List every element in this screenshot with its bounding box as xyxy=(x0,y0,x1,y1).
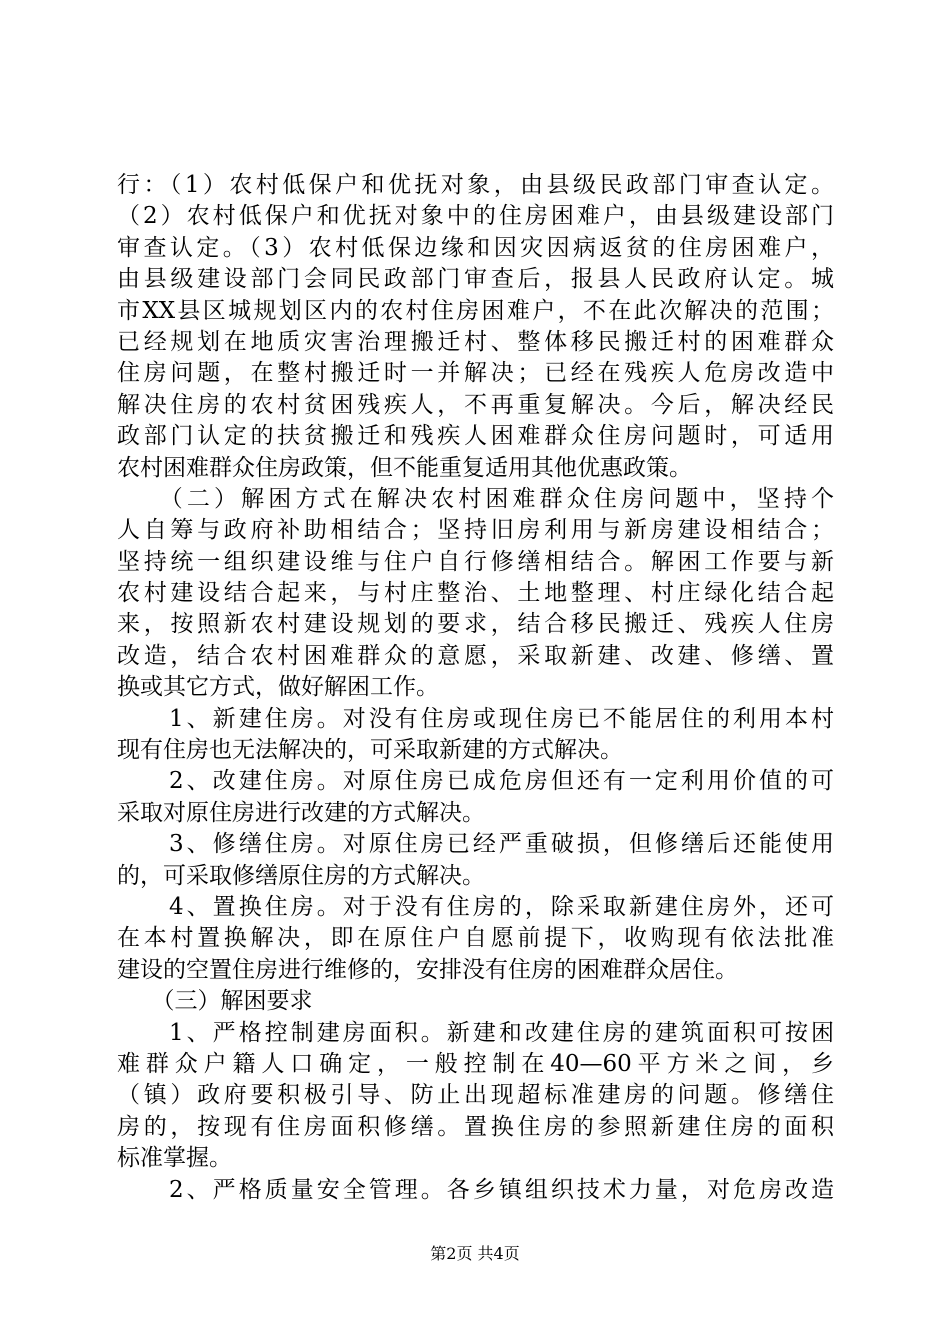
text-line: 4、置换住房。对于没有住房的，除采取新建住房外，还可 xyxy=(117,893,834,920)
text-line: 农村建设结合起来，与村庄整治、土地整理、村庄绿化结合起 xyxy=(117,580,834,607)
text-line: 2、严格质量安全管理。各乡镇组织技术力量，对危房改造 xyxy=(117,1176,834,1203)
text-line: 房的，按现有住房面积修缮。置换住房的参照新建住房的面积 xyxy=(117,1113,834,1140)
text-line: 建设的空置住房进行维修的，安排没有住房的困难群众居住。 xyxy=(117,956,738,983)
text-line: 来，按照新农村建设规划的要求，结合移民搬迁、残疾人住房 xyxy=(117,611,834,638)
text-line: 解决住房的农村贫困残疾人，不再重复解决。今后，解决经民 xyxy=(117,391,834,418)
text-line: 现有住房也无法解决的，可采取新建的方式解决。 xyxy=(117,737,623,764)
text-line: 难群众户籍人口确定，一般控制在40—60平方米之间，乡 xyxy=(117,1050,834,1077)
text-line: 已经规划在地质灾害治理搬迁村、整体移民搬迁村的困难群众 xyxy=(117,328,834,355)
text-line: 在本村置换解决，即在原住户自愿前提下，收购现有依法批准 xyxy=(117,925,834,952)
text-line: （三）解困要求 xyxy=(117,988,313,1015)
text-line: （镇）政府要积极引导、防止出现超标准建房的问题。修缮住 xyxy=(117,1082,834,1109)
text-line: 住房问题，在整村搬迁时一并解决；已经在残疾人危房改造中 xyxy=(117,360,834,387)
text-line: 的，可采取修缮原住房的方式解决。 xyxy=(117,862,485,889)
text-line: 政部门认定的扶贫搬迁和残疾人困难群众住房问题时，可适用 xyxy=(117,423,834,450)
text-line: 改造，结合农村困难群众的意愿，采取新建、改建、修缮、置 xyxy=(117,642,834,669)
text-line: 人自筹与政府补助相结合；坚持旧房利用与新房建设相结合； xyxy=(117,517,834,544)
text-line: （二）解困方式在解决农村困难群众住房问题中，坚持个 xyxy=(117,485,834,512)
page-footer: 第2页 共4页 xyxy=(430,1244,520,1263)
text-line: 农村困难群众住房政策，但不能重复适用其他优惠政策。 xyxy=(117,454,692,481)
text-line: 行：（1）农村低保户和优抚对象，由县级民政部门审查认定。 xyxy=(117,172,834,198)
text-line: 2、改建住房。对原住房已成危房但还有一定利用价值的可 xyxy=(117,768,834,795)
text-line: 1、新建住房。对没有住房或现住房已不能居住的利用本村 xyxy=(117,705,834,732)
text-line: 采取对原住房进行改建的方式解决。 xyxy=(117,799,485,826)
text-line: 标准掌握。 xyxy=(117,1145,232,1172)
text-line: 由县级建设部门会同民政部门审查后，报县人民政府认定。城 xyxy=(117,266,834,293)
text-line: 换或其它方式，做好解困工作。 xyxy=(117,674,439,701)
text-line: 1、严格控制建房面积。新建和改建住房的建筑面积可按困 xyxy=(117,1019,834,1046)
text-line: 市XX县区城规划区内的农村住房困难户，不在此次解决的范围； xyxy=(117,297,834,324)
text-line: 3、修缮住房。对原住房已经严重破损，但修缮后还能使用 xyxy=(117,831,834,858)
text-line: 坚持统一组织建设维与住户自行修缮相结合。解困工作要与新 xyxy=(117,548,834,575)
document-body xyxy=(117,170,834,1206)
text-line: （2）农村低保户和优抚对象中的住房困难户，由县级建设部门 xyxy=(117,203,834,230)
text-line: 审查认定。（3）农村低保边缘和因灾因病返贫的住房困难户， xyxy=(117,234,834,261)
